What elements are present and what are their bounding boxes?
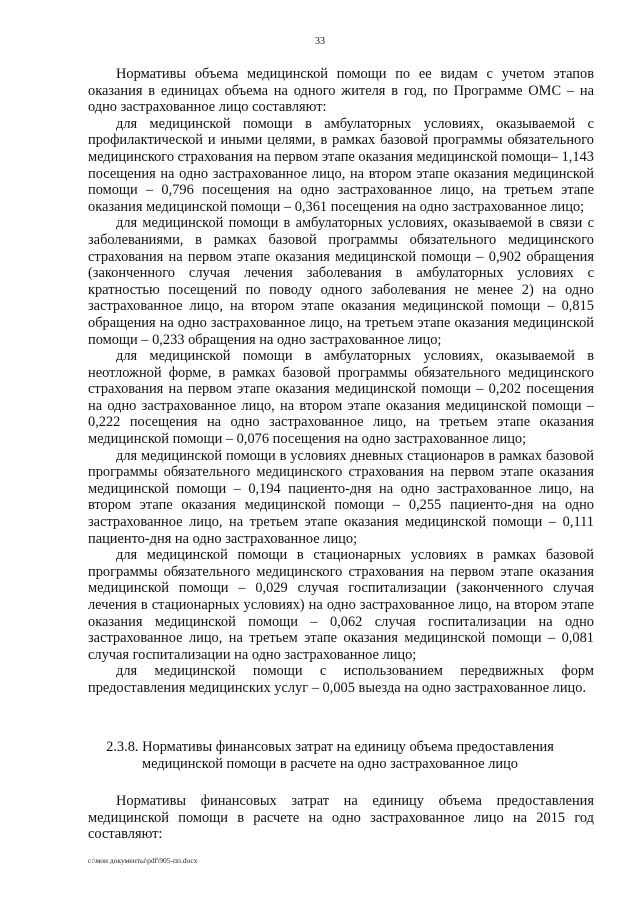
page-number: 33 xyxy=(315,36,325,47)
paragraph-intro: Нормативы объема медицинской помощи по ее видам с учетом этапов оказания в единицах объема на одного жителя в год, по Программе ОМС – на одно застрахованное лицо составляют: xyxy=(88,66,594,116)
paragraph-financial-norms: Нормативы финансовых затрат на единицу объема предоставления медицинской помощи в расчете на одно застрахованное лицо на 2015 год составляют: xyxy=(88,793,594,843)
paragraph-mobile-services: для медицинской помощи с использованием передвижных форм предоставления медицинских услуг – 0,005 выезда на одно застрахованное лицо. xyxy=(88,663,594,696)
footer-file-path: c:\мои документы\pdf\905-пп.docx xyxy=(88,856,198,865)
body-text xyxy=(88,66,594,697)
paragraph-day-hospital: для медицинской помощи в условиях дневных стационаров в рамках базовой программы обязательного медицинского страхования на первом этапе оказания медицинской помощи – 0,194 пациенто-дня на одно застрахованное лицо, на втором этапе оказания медицинской помощи – 0,255 пациенто-дня на одно застрахованное лицо, на третьем этапе оказания медицинской помощи – 0,111 пациенто-дня на одно застрахованное лицо; xyxy=(88,447,594,547)
paragraph-outpatient-preventive: для медицинской помощи в амбулаторных условиях, оказываемой с профилактической и иными целями, в рамках базовой программы обязательного медицинского страхования на первом этапе оказания медицинской помощи– 1,143 посещения на одно застрахованное лицо, на втором этапе оказания медицинской помощи – 0,796 посещения на одно застрахованное лицо, на третьем этапе оказания медицинской помощи – 0,361 посещения на одно застрахованное лицо; xyxy=(88,115,594,215)
section-heading: 2.3.8. Нормативы финансовых затрат на единицу объема предоставления медицинской помощи в расчете на одно застрахованное лицо xyxy=(106,739,554,772)
paragraph-outpatient-urgent: для медицинской помощи в амбулаторных условиях, оказываемой в неотложной форме, в рамках базовой программы обязательного медицинского страхования на первом этапе оказания медицинской помощи – 0,202 посещения на одно застрахованное лицо, на втором этапе оказания медицинской помощи – 0,222 посещения на одно застрахованное лицо, на третьем этапе оказания медицинской помощи – 0,076 посещения на одно застрахованное лицо; xyxy=(88,348,594,448)
paragraph-outpatient-disease: для медицинской помощи в амбулаторных условиях, оказываемой в связи с заболеваниями, в рамках базовой программы обязательного медицинского страхования на первом этапе оказания медицинской помощи – 0,902 обращения (законченного случая лечения заболевания в амбулаторных условиях с кратностью посещений по поводу одного заболевания не менее 2) на одно застрахованное лицо, на втором этапе оказания медицинской помощи – 0,815 обращения на одно застрахованное лицо, на третьем этапе оказания медицинской помощи – 0,233 обращения на одно застрахованное лицо; xyxy=(88,215,594,348)
paragraph-inpatient: для медицинской помощи в стационарных условиях в рамках базовой программы обязательного медицинского страхования на первом этапе оказания медицинской помощи – 0,029 случая госпитализации (законченного случая лечения в стационарных условиях) на одно застрахованное лицо, на втором этапе оказания медицинской помощи – 0,062 случая госпитализации на одно застрахованное лицо, на третьем этапе оказания медицинской помощи – 0,081 случая госпитализации на одно застрахованное лицо; xyxy=(88,547,594,663)
